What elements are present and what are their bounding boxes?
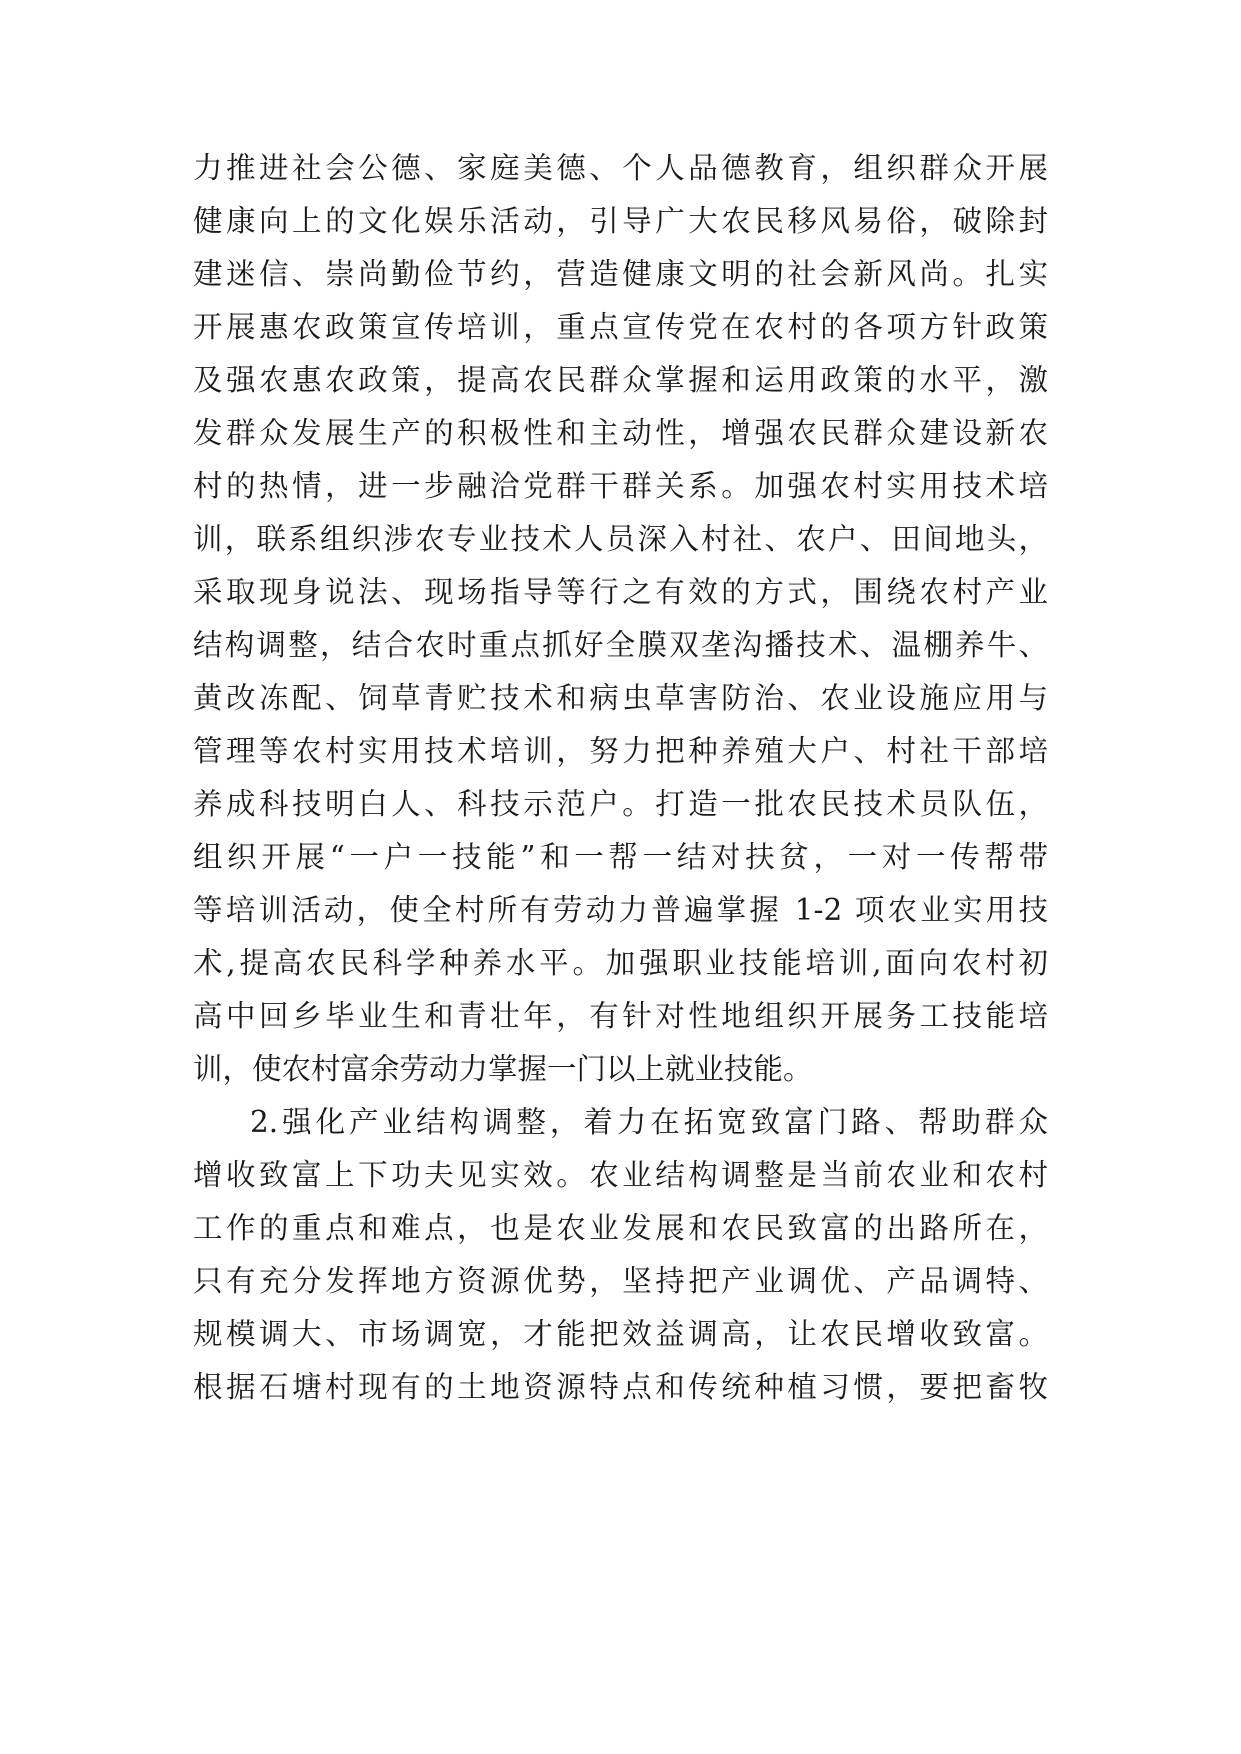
body-text-line: 增收致富上下功夫见实效。农业结构调整是当前农业和农村 <box>193 1158 1048 1192</box>
body-text-line: 健康向上的文化娱乐活动，引导广大农民移风易俗，破除封 <box>193 204 1048 238</box>
body-text-line: 工作的重点和难点，也是农业发展和农民致富的出路所在， <box>193 1211 1048 1245</box>
body-text-line: 力推进社会公德、家庭美德、个人品德教育，组织群众开展 <box>193 151 1048 185</box>
body-text-line: 采取现身说法、现场指导等行之有效的方式，围绕农村产业 <box>193 575 1048 609</box>
body-text-line: 发群众发展生产的积极性和主动性，增强农民群众建设新农 <box>193 416 1048 450</box>
body-text-line: 根据石塘村现有的土地资源特点和传统种植习惯，要把畜牧 <box>193 1370 1048 1404</box>
body-text-line: 村的热情，进一步融洽党群干群关系。加强农村实用技术培 <box>193 469 1048 503</box>
body-text-line: 管理等农村实用技术培训，努力把种养殖大户、村社干部培 <box>193 734 1048 768</box>
body-text-line: 规模调大、市场调宽，才能把效益调高，让农民增收致富。 <box>193 1317 1048 1351</box>
body-text-line: 术,提高农民科学种养水平。加强职业技能培训,面向农村初 <box>193 946 1048 980</box>
body-text-line: 结构调整，结合农时重点抓好全膜双垄沟播技术、温棚养牛、 <box>193 628 1048 662</box>
body-text-line: 高中回乡毕业生和青壮年，有针对性地组织开展务工技能培 <box>193 999 1048 1033</box>
paragraph-first-line: 2.强化产业结构调整，着力在拓宽致富门路、帮助群众 <box>250 1105 1048 1139</box>
body-text-line: 等培训活动，使全村所有劳动力普遍掌握 1-2 项农业实用技 <box>193 893 1048 927</box>
body-text-line: 训，使农村富余劳动力掌握一门以上就业技能。 <box>193 1052 813 1086</box>
body-text-line: 只有充分发挥地方资源优势，坚持把产业调优、产品调特、 <box>193 1264 1048 1298</box>
body-text-line: 养成科技明白人、科技示范户。打造一批农民技术员队伍， <box>193 787 1048 821</box>
body-text-line: 黄改冻配、饲草青贮技术和病虫草害防治、农业设施应用与 <box>193 681 1048 715</box>
body-text-line: 组织开展“一户一技能”和一帮一结对扶贫，一对一传帮带 <box>193 840 1048 874</box>
body-text-line: 及强农惠农政策，提高农民群众掌握和运用政策的水平，激 <box>193 363 1048 397</box>
body-text-line: 建迷信、崇尚勤俭节约，营造健康文明的社会新风尚。扎实 <box>193 257 1048 291</box>
body-text-line: 开展惠农政策宣传培训，重点宣传党在农村的各项方针政策 <box>193 310 1048 344</box>
body-text-line: 训，联系组织涉农专业技术人员深入村社、农户、田间地头， <box>193 522 1048 556</box>
